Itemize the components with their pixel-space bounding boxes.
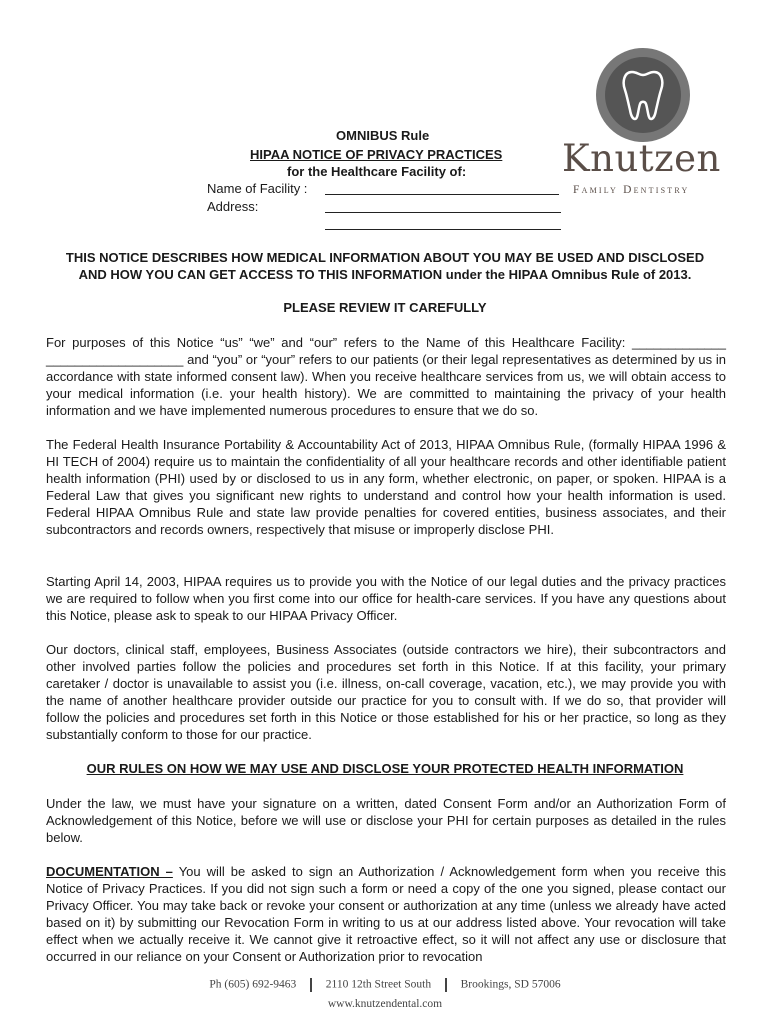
logo-badge [596, 48, 690, 142]
facility-name-line [325, 194, 559, 195]
title-hipaa-notice: HIPAA NOTICE OF PRIVACY PRACTICES [250, 147, 503, 162]
title-facility: for the Healthcare Facility of: [287, 164, 467, 179]
footer-website: www.knutzendental.com [327, 998, 443, 1010]
paragraph-text: Under the law, we must have your signature on a written, dated Consent Form and/or an Authorization Form of Acknowledgement of this Notice, before we will use or disclose your PHI for certain purposes as detailed in the rules below. [46, 796, 726, 845]
paragraph-text: The Federal Health Insurance Portability & Accountability Act of 2013, HIPAA Omnibus Rule, (formally HIPAA 1996 & HI TECH of 2004) require us to maintain the confidentiality of all your healthcare records and other identifiable patient health information (PHI) used by or disclosed to us in any form, whether electronic, on paper, or spoken. HIPAA is a Federal Law that gives you significant new rights to understand and control how your health information is used. Federal HIPAA Omnibus Rule and state law provide penalties for covered entities, business associates, and their subcontractors and records owners, respectively that misuse or improperly disclose PHI. [46, 437, 726, 537]
paragraph-text: Our doctors, clinical staff, employees, Business Associates (outside contractors we hire), their subcontractors and other involved parties follow the policies and procedures set forth in this Notice. If at this facility, your primary caretaker / doctor is unavailable to assist you (i.e. illness, on-call coverage, vacation, etc.), we may provide you with the name of another healthcare provider outside our practice for you to consult with. If we do so, that provider will follow the policies and procedures set forth in this Notice or those established for his or her practice, so long as they substantially conform to those for our practice. [46, 642, 726, 742]
notice-heading-line2: AND HOW YOU CAN GET ACCESS TO THIS INFORMATION under the HIPAA Omnibus Rule of 2013. [78, 267, 692, 282]
address-line-2 [325, 229, 561, 230]
footer-divider [445, 978, 447, 992]
paragraph-hipaa-act [46, 436, 726, 538]
tooth-icon [620, 68, 666, 122]
paragraph-definitions [46, 334, 726, 419]
logo-subtitle: Family Dentistry [573, 184, 690, 196]
documentation-label: DOCUMENTATION – [46, 864, 173, 879]
facility-name-label: Name of Facility : [207, 181, 308, 196]
paragraph-text: You will be asked to sign an Authorization / Acknowledgement form when you receive this Notice of Privacy Practices. If you did not sign such a form or need a copy of the one you signed, please contact our Privacy Officer. You may take back or revoke your consent or authorization at any time (unless we already have acted based on it) by submitting our Revocation Form in writing to us at our address listed above. Your revocation will take effect when we actually receive it. We cannot give it retroactive effect, so it will not affect any use or disclosure that occurred in our reliance on your Consent or Authorization prior to revocation [46, 864, 726, 964]
title-omnibus: OMNIBUS Rule [336, 128, 430, 143]
paragraph-staff [46, 641, 726, 743]
address-label: Address: [207, 199, 259, 214]
review-line: PLEASE REVIEW IT CAREFULLY [283, 300, 487, 315]
paragraph-start-date [46, 573, 726, 624]
paragraph-documentation [46, 863, 726, 965]
footer-contact [0, 978, 770, 992]
footer-street: 2110 12th Street South [325, 978, 432, 991]
notice-heading [20, 249, 750, 283]
rules-heading: OUR RULES ON HOW WE MAY USE AND DISCLOSE YOUR PROTECTED HEALTH INFORMATION [86, 761, 684, 776]
footer-city: Brookings, SD 57006 [460, 978, 561, 991]
paragraph-signature [46, 795, 726, 846]
notice-heading-line1: THIS NOTICE DESCRIBES HOW MEDICAL INFORMATION ABOUT YOU MAY BE USED AND DISCLOSED [65, 250, 705, 265]
address-line-1 [325, 212, 561, 213]
paragraph-text: For purposes of this Notice “us” “we” and “our” refers to the Name of this Healthcare Facility: _____________ ___________________ and “you” or “your” refers to our patients (or their legal representatives as determined by us in accordance with state informed consent law). When you receive healthcare services from us, we will obtain access to your medical information (i.e. your health history). We are committed to maintaining the privacy of your health information and we have implemented numerous procedures to ensure that we do so. [46, 335, 726, 418]
footer-divider [310, 978, 312, 992]
footer-phone: Ph (605) 692-9463 [209, 978, 297, 991]
paragraph-text: Starting April 14, 2003, HIPAA requires us to provide you with the Notice of our legal duties and the privacy practices we are required to follow when you first come into our office for health-care services. If you have any questions about this Notice, please ask to speak to our HIPAA Privacy Officer. [46, 574, 726, 623]
logo-name: Knutzen [562, 137, 721, 180]
